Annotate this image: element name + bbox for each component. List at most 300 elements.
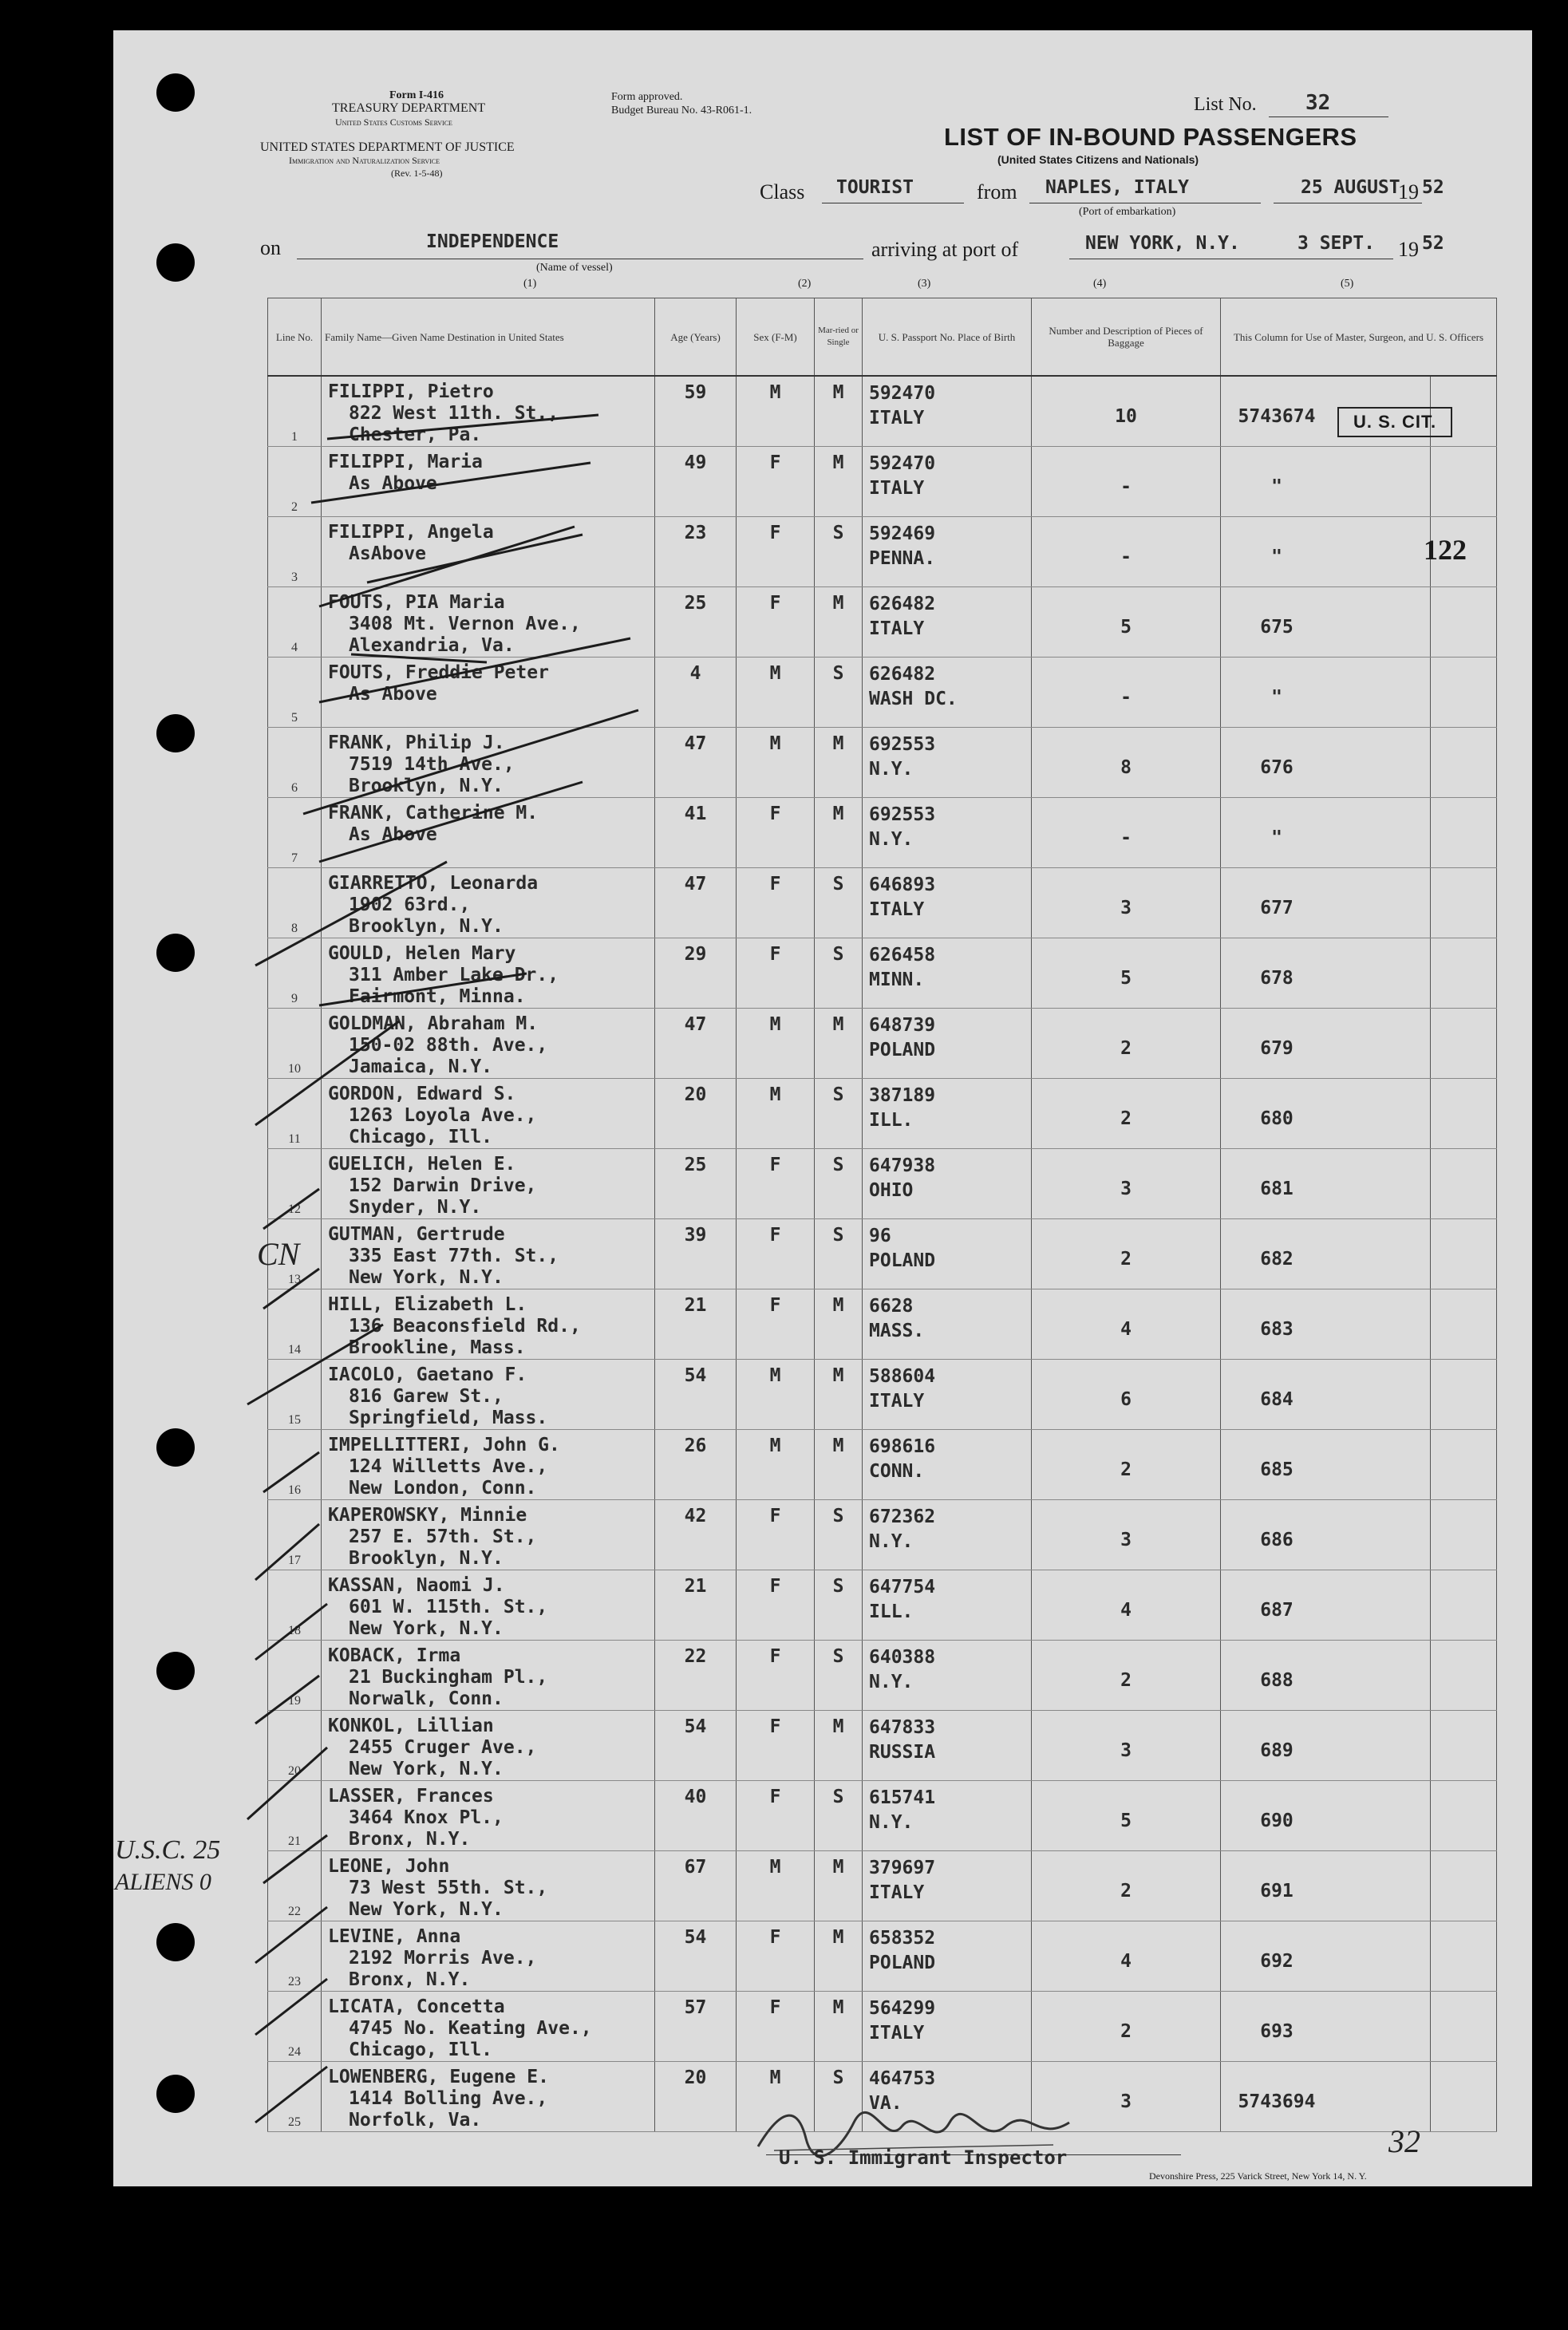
place-of-birth: ITALY: [869, 2023, 925, 2044]
passport-number: 640388: [869, 1647, 936, 1668]
marital-value: M: [832, 1014, 844, 1035]
address-line-1: As Above: [349, 824, 437, 845]
sex-value: F: [769, 1295, 781, 1316]
punch-hole: [156, 1428, 195, 1467]
baggage-count: -: [1120, 476, 1132, 497]
passenger-name: LEVINE, Anna: [328, 1926, 461, 1947]
list-no-value: 32: [1305, 91, 1331, 115]
age-value: 41: [684, 804, 707, 824]
col-header-baggage: Number and Description of Pieces of Baggage: [1032, 298, 1221, 377]
place-of-birth: POLAND: [869, 1953, 936, 1973]
passport-number: 564299: [869, 1998, 936, 2019]
marital-cell: [815, 447, 863, 517]
punch-hole: [156, 1652, 195, 1690]
baggage-cell: [1032, 587, 1221, 658]
officer-entry: 679: [1260, 1038, 1294, 1059]
address-line-1: 152 Darwin Drive,: [349, 1175, 537, 1196]
passport-number: 96: [869, 1226, 891, 1246]
arrival-port: NEW YORK, N.Y.: [1085, 233, 1240, 254]
marital-value: S: [832, 1084, 844, 1105]
line-number: 23: [288, 1975, 301, 1988]
sex-value: F: [769, 523, 781, 543]
line-number: 4: [291, 641, 298, 654]
marital-cell: [815, 517, 863, 587]
officer-entry: ": [1271, 547, 1282, 567]
us-citizen-stamp: U. S. CIT.: [1337, 407, 1452, 437]
officer-cell: [1221, 1711, 1497, 1781]
age-value: 54: [684, 1716, 707, 1737]
baggage-count: 3: [1120, 1530, 1132, 1550]
line-number: 2: [291, 500, 298, 514]
line-number: 14: [288, 1343, 301, 1357]
passenger-name: KASSAN, Naomi J.: [328, 1575, 505, 1596]
age-value: 4: [689, 663, 701, 684]
sex-cell: [737, 1219, 815, 1289]
marital-cell: [815, 376, 863, 447]
marital-cell: [815, 938, 863, 1009]
baggage-count: 3: [1120, 1740, 1132, 1761]
marital-value: S: [832, 523, 844, 543]
sex-cell: [737, 1430, 815, 1500]
sex-value: F: [769, 804, 781, 824]
sex-value: F: [769, 1225, 781, 1246]
passenger-name: FOUTS, Freddie Peter: [328, 662, 549, 683]
col-num-5: (5): [1341, 278, 1354, 290]
depart-date: 25 AUGUST: [1301, 177, 1400, 198]
passenger-name: FRANK, Philip J.: [328, 733, 505, 753]
sex-cell: [737, 868, 815, 938]
passenger-name: LASSER, Frances: [328, 1786, 494, 1807]
sex-value: F: [769, 944, 781, 965]
baggage-cell: [1032, 1992, 1221, 2062]
address-line-1: 3464 Knox Pl.,: [349, 1807, 504, 1828]
baggage-cell: [1032, 1219, 1221, 1289]
address-line-2: Bronx, N.Y.: [349, 1829, 471, 1850]
officer-entry: 685: [1260, 1459, 1294, 1480]
baggage-count: -: [1120, 547, 1132, 567]
passenger-name: FRANK, Catherine M.: [328, 803, 539, 823]
baggage-count: -: [1120, 687, 1132, 708]
line-number: 16: [288, 1483, 301, 1497]
address-line-2: Brooklyn, N.Y.: [349, 1548, 504, 1569]
officer-cell: [1221, 1641, 1497, 1711]
passport-number: 464753: [869, 2068, 936, 2089]
address-line-2: Chicago, Ill.: [349, 1127, 493, 1147]
officer-entry: 689: [1260, 1740, 1294, 1761]
officer-cell: [1221, 938, 1497, 1009]
sex-value: F: [769, 1716, 781, 1737]
age-value: 67: [684, 1857, 707, 1878]
sex-value: M: [769, 2067, 781, 2088]
col-header-married: Mar-ried or Single: [815, 298, 863, 377]
place-of-birth: ILL.: [869, 1601, 914, 1622]
customs-service: United States Customs Service: [335, 116, 452, 128]
passport-cell: [863, 1289, 1032, 1360]
address-line-2: Snyder, N.Y.: [349, 1197, 482, 1218]
place-of-birth: POLAND: [869, 1040, 936, 1060]
passport-cell: [863, 1570, 1032, 1641]
line-number: 7: [291, 851, 298, 865]
passport-cell: [863, 1641, 1032, 1711]
age-value: 54: [684, 1927, 707, 1948]
officer-entry: 690: [1260, 1811, 1294, 1831]
place-of-birth: PENNA.: [869, 548, 936, 569]
passenger-name: LOWENBERG, Eugene E.: [328, 2067, 549, 2087]
sex-value: F: [769, 1787, 781, 1807]
passenger-name: LEONE, John: [328, 1856, 450, 1877]
passenger-name: GIARRETTO, Leonarda: [328, 873, 539, 894]
passenger-name: KAPEROWSKY, Minnie: [328, 1505, 527, 1526]
place-of-birth: ITALY: [869, 408, 925, 428]
officer-entry: 691: [1260, 1881, 1294, 1902]
address-line-1: As Above: [349, 473, 437, 494]
marital-value: M: [832, 1716, 844, 1737]
passport-cell: [863, 1219, 1032, 1289]
address-line-1: 136 Beaconsfield Rd.,: [349, 1316, 581, 1337]
passenger-name: IMPELLITTERI, John G.: [328, 1435, 560, 1455]
baggage-count: 5: [1120, 1811, 1132, 1831]
address-line-1: 2192 Morris Ave.,: [349, 1948, 537, 1969]
baggage-cell: [1032, 1781, 1221, 1851]
form-approved: Form approved.: [611, 91, 683, 103]
marital-value: M: [832, 1927, 844, 1948]
passport-number: 647833: [869, 1717, 936, 1738]
marital-cell: [815, 1781, 863, 1851]
address-line-1: 1414 Bolling Ave.,: [349, 2088, 548, 2109]
officer-cell: [1221, 1289, 1497, 1360]
justice-dept: UNITED STATES DEPARTMENT OF JUSTICE: [260, 140, 515, 154]
passport-cell: [863, 517, 1032, 587]
baggage-cell: [1032, 1289, 1221, 1360]
address-line-1: 2455 Cruger Ave.,: [349, 1737, 537, 1758]
sex-value: M: [769, 1084, 781, 1105]
officer-entry: 687: [1260, 1600, 1294, 1621]
sex-value: F: [769, 1155, 781, 1175]
officer-entry: 684: [1260, 1389, 1294, 1410]
address-line-2: Jamaica, N.Y.: [349, 1056, 493, 1077]
baggage-cell: [1032, 1009, 1221, 1079]
class-label: Class: [760, 180, 805, 203]
address-line-2: Brooklyn, N.Y.: [349, 776, 504, 796]
baggage-count: 3: [1120, 1179, 1132, 1199]
officer-cell: [1221, 1992, 1497, 2062]
handwritten-cn: CN: [257, 1236, 300, 1272]
baggage-count: 3: [1120, 898, 1132, 918]
age-value: 20: [684, 2067, 707, 2088]
place-of-birth: MASS.: [869, 1321, 925, 1341]
address-line-2: Chicago, Ill.: [349, 2040, 493, 2060]
passport-number: 592470: [869, 383, 936, 404]
sex-cell: [737, 658, 815, 728]
page-title: LIST OF IN-BOUND PASSENGERS: [944, 123, 1357, 151]
marital-value: S: [832, 1787, 844, 1807]
address-line-2: New York, N.Y.: [349, 1759, 504, 1779]
address-line-1: 1902 63rd.,: [349, 894, 471, 915]
line-number: 22: [288, 1905, 301, 1918]
officer-entry: 682: [1260, 1249, 1294, 1270]
baggage-cell: [1032, 938, 1221, 1009]
passport-number: 626482: [869, 664, 936, 685]
address-line-1: 3408 Mt. Vernon Ave.,: [349, 614, 581, 634]
marital-cell: [815, 1009, 863, 1079]
check-marks: [239, 367, 686, 2154]
address-line-2: Brooklyn, N.Y.: [349, 916, 504, 937]
marital-value: S: [832, 1225, 844, 1246]
place-of-birth: CONN.: [869, 1461, 925, 1482]
officer-cell: [1221, 1851, 1497, 1921]
sex-cell: [737, 587, 815, 658]
passport-cell: [863, 1430, 1032, 1500]
officer-cell: [1221, 1570, 1497, 1641]
address-line-2: Bronx, N.Y.: [349, 1969, 471, 1990]
col-num-1: (1): [523, 278, 537, 290]
age-value: 22: [684, 1646, 707, 1667]
sex-cell: [737, 1921, 815, 1992]
marital-cell: [815, 1711, 863, 1781]
printer-credit: Devonshire Press, 225 Varick Street, New York 14, N. Y.: [1149, 2170, 1367, 2182]
baggage-count: 2: [1120, 1108, 1132, 1129]
baggage-count: 2: [1120, 2021, 1132, 2042]
passport-cell: [863, 658, 1032, 728]
place-of-birth: N.Y.: [869, 759, 914, 780]
passport-number: 648739: [869, 1015, 936, 1036]
sex-value: F: [769, 874, 781, 894]
marital-value: S: [832, 663, 844, 684]
officer-cell: [1221, 1360, 1497, 1430]
address-line-2: Norfolk, Va.: [349, 2110, 482, 2131]
sex-cell: [737, 1641, 815, 1711]
passport-number: 626458: [869, 945, 936, 966]
arrival-date: 3 SEPT.: [1297, 233, 1375, 254]
officer-entry: 677: [1260, 898, 1294, 918]
baggage-count: -: [1120, 827, 1132, 848]
sex-cell: [737, 1289, 815, 1360]
passport-cell: [863, 447, 1032, 517]
passenger-name: KONKOL, Lillian: [328, 1716, 494, 1736]
passenger-name: GOLDMAN, Abraham M.: [328, 1013, 539, 1034]
address-line-1: 73 West 55th. St.,: [349, 1878, 548, 1898]
line-number: 13: [288, 1273, 301, 1286]
passenger-name: LICATA, Concetta: [328, 1996, 505, 2017]
marital-value: M: [832, 1365, 844, 1386]
place-of-birth: N.Y.: [869, 829, 914, 850]
list-no-label: List No.: [1194, 94, 1257, 115]
place-of-birth: WASH DC.: [869, 689, 958, 709]
sex-cell: [737, 1781, 815, 1851]
sex-value: M: [769, 1014, 781, 1035]
baggage-cell: [1032, 1641, 1221, 1711]
form-number: Form I-416: [389, 89, 444, 101]
marital-cell: [815, 587, 863, 658]
passenger-name: FOUTS, PIA Maria: [328, 592, 505, 613]
place-of-birth: MINN.: [869, 970, 925, 990]
age-value: 29: [684, 944, 707, 965]
handwritten-aliens-count: ALIENS 0: [115, 1869, 211, 1895]
passenger-name: GUTMAN, Gertrude: [328, 1224, 505, 1245]
address-line-1: AsAbove: [349, 543, 426, 564]
passport-number: 379697: [869, 1858, 936, 1878]
officer-entry: ": [1271, 687, 1282, 708]
passport-number: 592469: [869, 523, 936, 544]
sex-value: F: [769, 1997, 781, 2018]
class-value: TOURIST: [836, 177, 914, 198]
col-num-4: (4): [1093, 278, 1107, 290]
sex-value: F: [769, 593, 781, 614]
budget-bureau: Budget Bureau No. 43-R061-1.: [611, 105, 752, 116]
line-number: 9: [291, 992, 298, 1005]
passport-number: 672362: [869, 1507, 936, 1527]
marital-value: S: [832, 1576, 844, 1597]
address-line-1: 150-02 88th. Ave.,: [349, 1035, 548, 1056]
officer-cell: [1221, 447, 1497, 517]
handwritten-usc-count: U.S.C. 25: [115, 1835, 221, 1865]
marital-cell: [815, 1360, 863, 1430]
officer-cell: [1221, 1149, 1497, 1219]
passport-cell: [863, 1360, 1032, 1430]
page-subtitle: (United States Citizens and Nationals): [997, 153, 1199, 166]
officer-cell: [1221, 728, 1497, 798]
revision: (Rev. 1-5-48): [391, 168, 443, 179]
baggage-cell: [1032, 376, 1221, 447]
marital-cell: [815, 1430, 863, 1500]
passport-cell: [863, 587, 1032, 658]
baggage-cell: [1032, 1570, 1221, 1641]
sex-value: M: [769, 1365, 781, 1386]
punch-hole: [156, 73, 195, 112]
on-label: on: [260, 236, 281, 259]
baggage-count: 6: [1120, 1389, 1132, 1410]
address-line-2: Fairmont, Minna.: [349, 986, 526, 1007]
address-line-1: 7519 14th Ave.,: [349, 754, 515, 775]
marital-value: S: [832, 2067, 844, 2088]
punch-hole: [156, 714, 195, 752]
baggage-count: 2: [1120, 1670, 1132, 1691]
officer-cell: [1221, 587, 1497, 658]
address-line-1: 601 W. 115th. St.,: [349, 1597, 548, 1617]
officer-entry: 683: [1260, 1319, 1294, 1340]
officer-cell: [1221, 1921, 1497, 1992]
sex-value: F: [769, 1646, 781, 1667]
address-line-2: Brookline, Mass.: [349, 1337, 526, 1358]
address-line-1: 335 East 77th. St.,: [349, 1246, 559, 1266]
marital-value: M: [832, 593, 844, 614]
marital-value: S: [832, 1155, 844, 1175]
address-line-2: New London, Conn.: [349, 1478, 537, 1499]
officer-entry: 680: [1260, 1108, 1294, 1129]
passport-cell: [863, 798, 1032, 868]
sex-cell: [737, 798, 815, 868]
baggage-cell: [1032, 1430, 1221, 1500]
place-of-birth: POLAND: [869, 1250, 936, 1271]
place-of-birth: ITALY: [869, 1391, 925, 1412]
officer-entry: 688: [1260, 1670, 1294, 1691]
col-header-name: Family Name—Given Name Destination in United States: [322, 298, 655, 377]
marital-value: S: [832, 944, 844, 965]
passport-cell: [863, 1992, 1032, 2062]
baggage-cell: [1032, 517, 1221, 587]
punch-hole: [156, 2075, 195, 2113]
place-of-birth: VA.: [869, 2093, 902, 2114]
address-line-1: 822 West 11th. St.,: [349, 403, 559, 424]
address-line-1: 124 Willetts Ave.,: [349, 1456, 548, 1477]
officer-entry: 678: [1260, 968, 1294, 989]
passport-cell: [863, 938, 1032, 1009]
address-line-2: Alexandria, Va.: [349, 635, 515, 656]
marital-cell: [815, 1992, 863, 2062]
passport-cell: [863, 868, 1032, 938]
marital-cell: [815, 1641, 863, 1711]
line-number: 25: [288, 2115, 301, 2129]
baggage-count: 3: [1120, 2091, 1132, 2112]
baggage-cell: [1032, 728, 1221, 798]
baggage-count: 2: [1120, 1459, 1132, 1480]
baggage-cell: [1032, 447, 1221, 517]
col-num-3: (3): [918, 278, 931, 290]
officer-entry: 692: [1260, 1951, 1294, 1972]
marital-cell: [815, 1079, 863, 1149]
marital-value: M: [832, 733, 844, 754]
passenger-name: KOBACK, Irma: [328, 1645, 461, 1666]
sex-cell: [737, 1079, 815, 1149]
baggage-cell: [1032, 1149, 1221, 1219]
punch-hole: [156, 243, 195, 282]
address-line-1: 816 Garew St.,: [349, 1386, 504, 1407]
passport-cell: [863, 376, 1032, 447]
place-of-birth: ILL.: [869, 1110, 914, 1131]
age-value: 26: [684, 1436, 707, 1456]
age-value: 25: [684, 1155, 707, 1175]
sex-value: F: [769, 1506, 781, 1526]
sex-cell: [737, 938, 815, 1009]
address-line-1: 257 E. 57th. St.,: [349, 1526, 537, 1547]
address-line-2: Chester, Pa.: [349, 425, 482, 445]
marital-cell: [815, 1149, 863, 1219]
sex-cell: [737, 447, 815, 517]
line-number: 12: [288, 1203, 301, 1216]
baggage-count: 8: [1120, 757, 1132, 778]
line-number: 1: [291, 430, 298, 444]
from-value: NAPLES, ITALY: [1045, 177, 1190, 198]
place-of-birth: ITALY: [869, 478, 925, 499]
baggage-cell: [1032, 1360, 1221, 1430]
passport-cell: [863, 1500, 1032, 1570]
place-of-birth: N.Y.: [869, 1531, 914, 1552]
punch-hole: [156, 1923, 195, 1961]
line-number: 18: [288, 1624, 301, 1637]
age-value: 47: [684, 733, 707, 754]
baggage-count: 2: [1120, 1249, 1132, 1270]
sex-cell: [737, 1570, 815, 1641]
passenger-name: IACOLO, Gaetano F.: [328, 1364, 527, 1385]
table-header: [268, 298, 1497, 377]
marital-cell: [815, 1289, 863, 1360]
arriving-label: arriving at port of: [871, 238, 1019, 261]
baggage-count: 2: [1120, 1881, 1132, 1902]
marital-cell: [815, 798, 863, 868]
baggage-count: 2: [1120, 1038, 1132, 1059]
age-value: 57: [684, 1997, 707, 2018]
officer-cell: [1221, 1500, 1497, 1570]
address-line-2: New York, N.Y.: [349, 1618, 504, 1639]
officer-cell: [1221, 1079, 1497, 1149]
place-of-birth: ITALY: [869, 1882, 925, 1903]
baggage-cell: [1032, 1851, 1221, 1921]
passport-number: 592470: [869, 453, 936, 474]
marital-value: S: [832, 874, 844, 894]
sex-value: M: [769, 1436, 781, 1456]
passenger-name: FILIPPI, Angela: [328, 522, 494, 543]
address-line-2: Norwalk, Conn.: [349, 1688, 504, 1709]
